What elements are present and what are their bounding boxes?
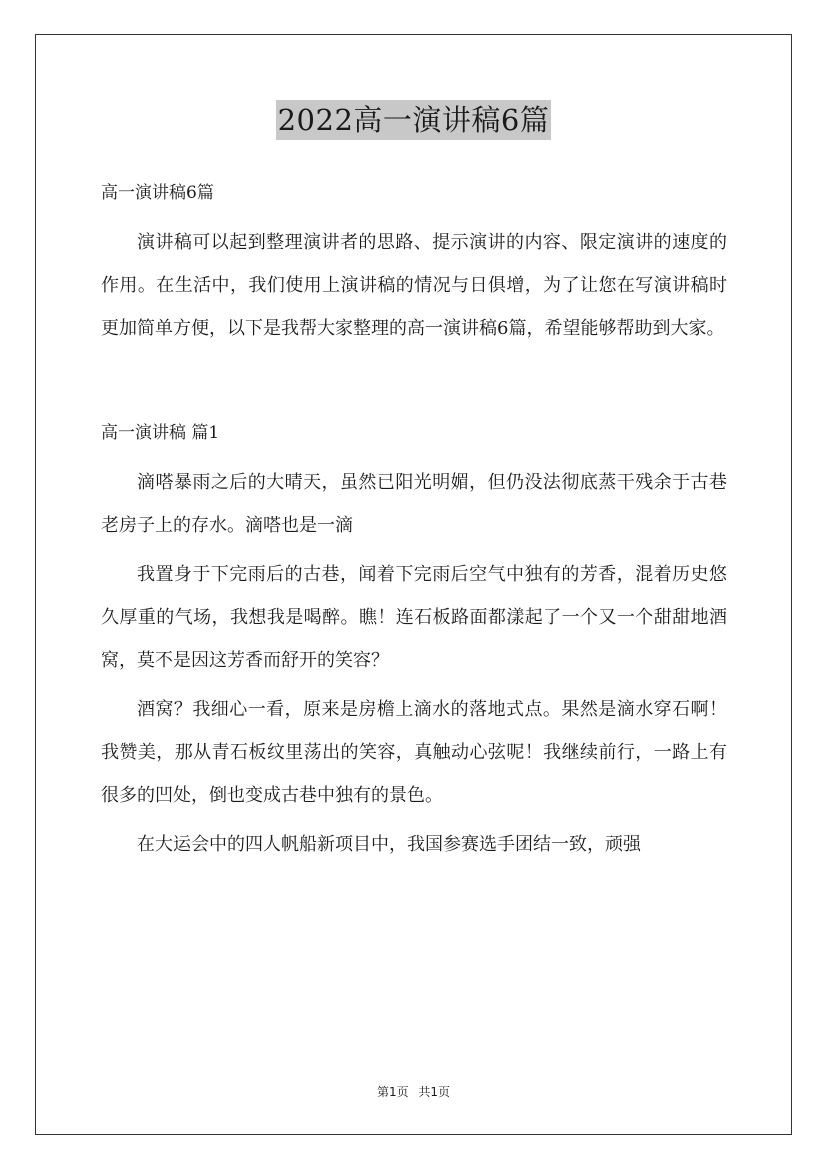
intro-paragraph: 演讲稿可以起到整理演讲者的思路、提示演讲的内容、限定演讲的速度的作用。在生活中，我们使用上演讲稿的情况与日俱增，为了让您在写演讲稿时更加简单方便，以下是我帮大家整理的高一演讲稿6篇，希望能够帮助到大家。 xyxy=(101,232,727,339)
body-paragraph-1: 滴嗒暴雨之后的大晴天，虽然已阳光明媚，但仍没法彻底蒸干残余于古巷老房子上的存水。滴嗒也是一滴 xyxy=(101,472,727,536)
section-heading: 高一演讲稿 篇1 xyxy=(101,423,220,443)
document-title: 2022高一演讲稿6篇 xyxy=(276,100,552,140)
body-paragraph-4: 在大运会中的四人帆船新项目中，我国参赛选手团结一致，顽强 xyxy=(137,834,641,855)
page-footer xyxy=(0,1083,827,1100)
document-body xyxy=(101,172,727,866)
page-total: 共1页 xyxy=(418,1085,451,1099)
title-wrap xyxy=(0,100,827,140)
page-number: 第1页 xyxy=(376,1085,409,1099)
document-subtitle: 高一演讲稿6篇 xyxy=(101,183,214,203)
body-paragraph-2: 我置身于下完雨后的古巷，闻着下完雨后空气中独有的芳香，混着历史悠久厚重的气场，我想我是喝醉。瞧！连石板路面都漾起了一个又一个甜甜地酒窝，莫不是因这芳香而舒开的笑容？ xyxy=(101,564,727,671)
body-paragraph-3: 酒窝？我细心一看，原来是房檐上滴水的落地式点。果然是滴水穿石啊！我赞美，那从青石板纹里荡出的笑容，真触动心弦呢！我继续前行，一路上有很多的凹处，倒也变成古巷中独有的景色。 xyxy=(101,699,727,806)
